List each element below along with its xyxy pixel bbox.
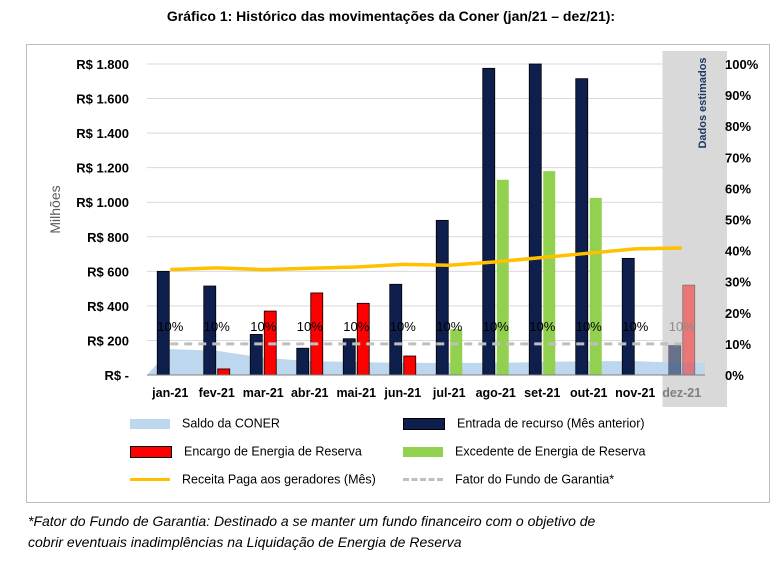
x-tick-label: fev-21: [198, 386, 235, 400]
x-tick-label: mai-21: [336, 386, 377, 400]
fator-data-label: 10%: [203, 318, 230, 334]
fator-data-label: 10%: [668, 318, 695, 334]
y-tick-label: R$ 1.400: [76, 126, 129, 142]
legend-swatch: [403, 478, 443, 481]
fator-data-label: 10%: [250, 318, 277, 334]
fator-data-label: 10%: [529, 318, 556, 334]
fator-data-label: 10%: [296, 318, 323, 334]
fator-data-label: 10%: [482, 318, 509, 334]
y-tick-label: R$ 1.800: [76, 57, 129, 72]
x-tick-label: ago-21: [475, 386, 516, 400]
legend-label: Receita Paga aos geradores (Mês): [182, 472, 376, 487]
x-tick-label: jun-21: [384, 386, 422, 400]
bar-encargo: [404, 356, 416, 375]
bar-encargo: [311, 293, 323, 375]
fator-data-label: 10%: [436, 318, 463, 334]
fator-data-label: 10%: [343, 318, 370, 334]
y-axis-title: Milhões: [47, 185, 63, 234]
legend-label: Fator do Fundo de Garantia*: [455, 472, 615, 487]
y2-tick-label: 80%: [725, 119, 752, 135]
y2-tick-label: 100%: [725, 57, 759, 72]
legend-item: [403, 472, 614, 487]
fator-data-label: 10%: [622, 318, 649, 334]
legend-item: [130, 472, 376, 487]
chart-title: Gráfico 1: Histórico das movimentações da Coner (jan/21 – dez/21):: [166, 8, 616, 24]
y2-tick-label: 60%: [725, 181, 752, 197]
x-tick-label: dez-21: [662, 386, 702, 400]
receita-line: [170, 248, 682, 270]
legend-label: Encargo de Energia de Reserva: [184, 444, 362, 459]
legend-item: [403, 416, 645, 431]
footnote-line-1: *Fator do Fundo de Garantia: Destinado a se manter um fundo financeiro com o objetivo de: [28, 513, 596, 529]
legend-item: [403, 444, 645, 459]
x-tick-label: jul-21: [432, 386, 466, 400]
legend-swatch: [130, 446, 172, 458]
chart: [27, 45, 769, 502]
y-tick-label: R$ 1.200: [76, 160, 129, 176]
footnote: [28, 511, 768, 553]
y2-tick-label: 40%: [725, 243, 752, 259]
footnote-line-2: cobrir eventuais inadimplências na Liquidação de Energia de Reserva: [28, 534, 462, 550]
bar-excedente: [450, 329, 462, 375]
y2-tick-label: 90%: [725, 88, 752, 104]
legend-label: Excedente de Energia de Reserva: [455, 444, 646, 459]
y2-tick-label: 20%: [725, 305, 752, 321]
y2-tick-label: 70%: [725, 150, 752, 166]
bar-encargo: [357, 303, 369, 375]
saldo-area: [147, 349, 705, 375]
y-tick-label: R$ 200: [87, 333, 129, 349]
legend-swatch: [403, 447, 443, 457]
y-tick-label: R$ -: [104, 368, 129, 383]
legend-item: [130, 416, 280, 431]
x-tick-label: out-21: [570, 386, 608, 400]
legend-swatch: [403, 418, 445, 430]
y-tick-label: R$ 800: [87, 229, 129, 245]
chart-frame: [26, 44, 770, 503]
bar-excedente: [497, 180, 509, 375]
legend-item: [130, 444, 362, 459]
y2-tick-label: 0%: [725, 368, 744, 383]
bar-excedente: [590, 198, 602, 375]
x-tick-label: nov-21: [615, 386, 656, 400]
bar-entrada: [622, 258, 634, 375]
y-tick-label: R$ 400: [87, 298, 129, 314]
bar-entrada: [297, 348, 309, 375]
legend-label: Entrada de recurso (Mês anterior): [457, 416, 645, 431]
fator-data-label: 10%: [157, 318, 184, 334]
y-tick-label: R$ 1.000: [76, 195, 129, 211]
bar-encargo: [218, 369, 230, 375]
y2-tick-label: 50%: [725, 212, 752, 228]
y-tick-label: R$ 600: [87, 264, 129, 280]
fator-data-label: 10%: [389, 318, 416, 334]
x-tick-label: set-21: [524, 386, 561, 400]
bar-entrada: [669, 346, 681, 375]
y2-tick-label: 10%: [725, 336, 752, 352]
y2-tick-label: 30%: [725, 274, 752, 290]
x-tick-label: jan-21: [152, 386, 189, 400]
legend-swatch: [130, 419, 170, 429]
bar-entrada: [250, 334, 262, 375]
y-tick-label: R$ 1.600: [76, 91, 129, 107]
x-tick-label: abr-21: [290, 386, 329, 400]
x-tick-label: mar-21: [242, 386, 284, 400]
bar-entrada: [436, 220, 448, 375]
fator-data-label: 10%: [575, 318, 602, 334]
legend-swatch: [130, 478, 170, 481]
estimated-label: Dados estimados: [697, 57, 709, 149]
legend-label: Saldo da CONER: [182, 416, 280, 431]
